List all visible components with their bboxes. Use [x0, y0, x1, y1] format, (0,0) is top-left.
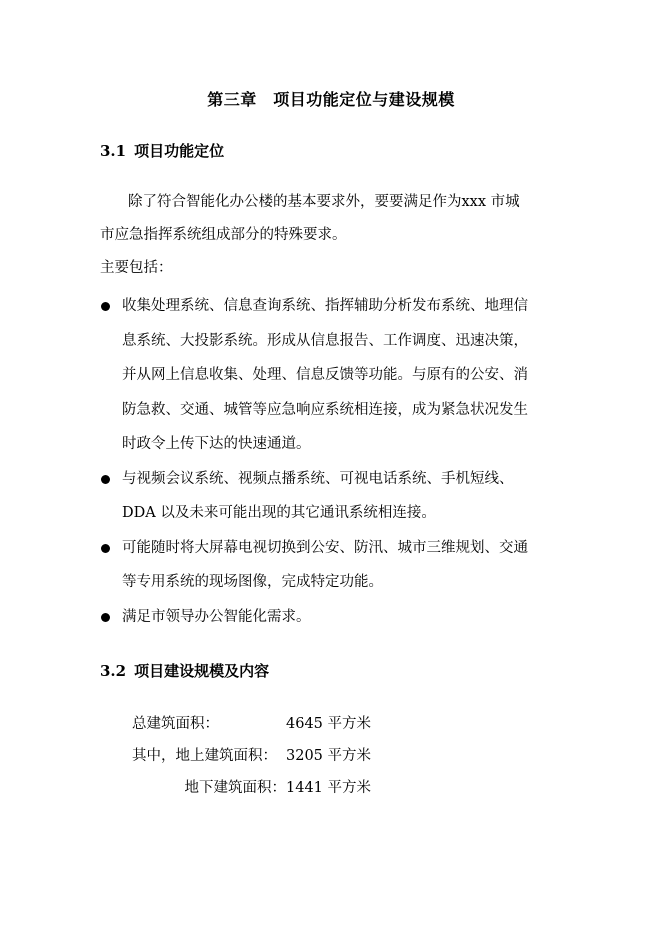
list-item-line: 收集处理系统、信息查询系统、指挥辅助分析发布系统、地理信: [122, 298, 528, 314]
list-item-line: DDA 以及未来可能出现的其它通讯系统相连接。: [122, 505, 436, 521]
main-includes-label: 主要包括：: [100, 260, 173, 276]
bullet-icon: [101, 475, 110, 484]
intro-paragraph: [100, 186, 565, 285]
bullet-icon: [101, 613, 110, 622]
scale-label: 总建筑面积：: [132, 716, 219, 732]
bullet-icon: [101, 544, 110, 553]
list-item-line: 防急救、交通、城管等应急响应系统相连接，成为紧急状况发生: [122, 401, 528, 418]
list-item: [100, 462, 565, 531]
scale-value: 1441 平方米: [286, 780, 372, 796]
intro-line-1: 除了符合智能化办公楼的基本要求外，要要满足作为xxx 市城: [128, 194, 520, 210]
list-item-line: 满足市领导办公智能化需求。: [122, 608, 311, 625]
scale-label: 地下建筑面积：: [184, 780, 286, 796]
list-item-line: 等专用系统的现场图像，完成特定功能。: [122, 574, 383, 590]
section-number: 3.1: [100, 142, 127, 160]
list-item-line: 息系统、大投影系统。形成从信息报告、工作调度、迅速决策，: [122, 332, 528, 349]
list-item-line: 时政令上传下达的快速通道。: [122, 436, 311, 452]
scale-value: 4645 平方米: [286, 716, 372, 732]
scale-label: 其中，地上建筑面积：: [132, 748, 277, 764]
section-heading-3-1: [100, 140, 224, 161]
list-item-line: 与视频会议系统、视频点播系统、可视电话系统、手机短线、: [122, 470, 514, 487]
section-title: 项目功能定位: [134, 142, 225, 160]
list-item: [100, 600, 565, 635]
function-bullet-list: [100, 289, 565, 634]
list-item-line: 并从网上信息收集、处理、信息反馈等功能。与原有的公安、消: [122, 367, 528, 383]
section-heading-3-2: [100, 660, 269, 681]
list-item: [100, 531, 565, 600]
intro-line-2: 市应急指挥系统组成部分的特殊要求。: [100, 227, 347, 243]
section-title: 项目建设规模及内容: [134, 662, 270, 680]
list-item: [100, 289, 565, 462]
bullet-icon: [101, 302, 110, 311]
list-item-line: 可能随时将大屏幕电视切换到公安、防汛、城市三维规划、交通: [122, 539, 528, 556]
section-number: 3.2: [100, 662, 127, 680]
scale-value: 3205 平方米: [286, 748, 372, 764]
chapter-title: 第三章 项目功能定位与建设规模: [207, 90, 455, 109]
